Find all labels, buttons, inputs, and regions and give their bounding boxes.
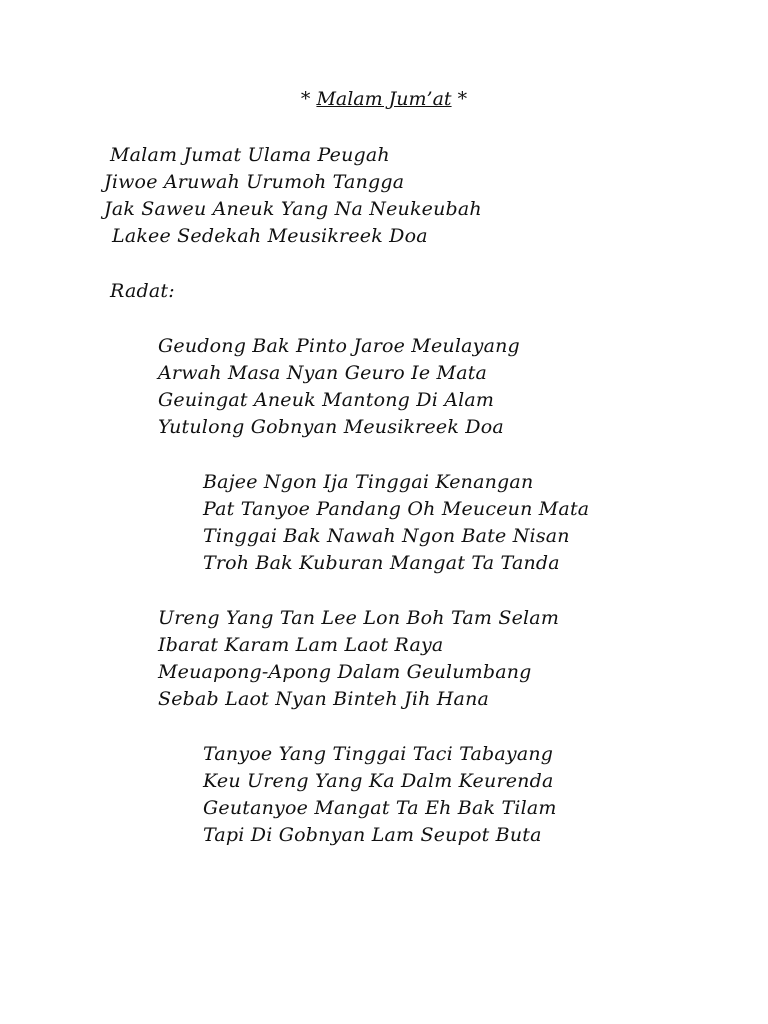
verse-line: Arwah Masa Nyan Geuro Ie Mata: [158, 362, 488, 384]
verse-line: Pat Tanyoe Pandang Oh Meuceun Mata: [203, 498, 590, 520]
title-star-right: *: [457, 88, 468, 110]
verse-line: Malam Jumat Ulama Peugah: [110, 144, 390, 166]
verse-line: Tanyoe Yang Tinggai Taci Tabayang: [203, 743, 554, 765]
verse-line: Meuapong-Apong Dalam Geulumbang: [158, 661, 532, 683]
verse-line: Ureng Yang Tan Lee Lon Boh Tam Selam: [158, 607, 560, 629]
verse-line: Yutulong Gobnyan Meusikreek Doa: [158, 416, 504, 438]
verse-line: Geuingat Aneuk Mantong Di Alam: [158, 389, 495, 411]
title-text: Malam Jum’at: [316, 88, 452, 110]
verse-line: Troh Bak Kuburan Mangat Ta Tanda: [203, 552, 560, 574]
verse-line: Bajee Ngon Ija Tinggai Kenangan: [203, 471, 534, 493]
verse-line: Tapi Di Gobnyan Lam Seupot Buta: [203, 824, 542, 846]
verse-line: Jak Saweu Aneuk Yang Na Neukeubah: [104, 198, 482, 220]
verse-line: Geutanyoe Mangat Ta Eh Bak Tilam: [203, 797, 557, 819]
verse-line: Tinggai Bak Nawah Ngon Bate Nisan: [203, 525, 570, 547]
poem-title: [0, 86, 768, 112]
verse-line: Lakee Sedekah Meusikreek Doa: [112, 225, 428, 247]
verse-line: Geudong Bak Pinto Jaroe Meulayang: [158, 335, 520, 357]
radat-label: Radat:: [110, 280, 175, 302]
verse-line: Keu Ureng Yang Ka Dalm Keurenda: [203, 770, 554, 792]
verse-line: Ibarat Karam Lam Laot Raya: [158, 634, 444, 656]
verse-line: Jiwoe Aruwah Urumoh Tangga: [104, 171, 405, 193]
title-star-left: *: [300, 88, 311, 110]
verse-line: Sebab Laot Nyan Binteh Jih Hana: [158, 688, 490, 710]
